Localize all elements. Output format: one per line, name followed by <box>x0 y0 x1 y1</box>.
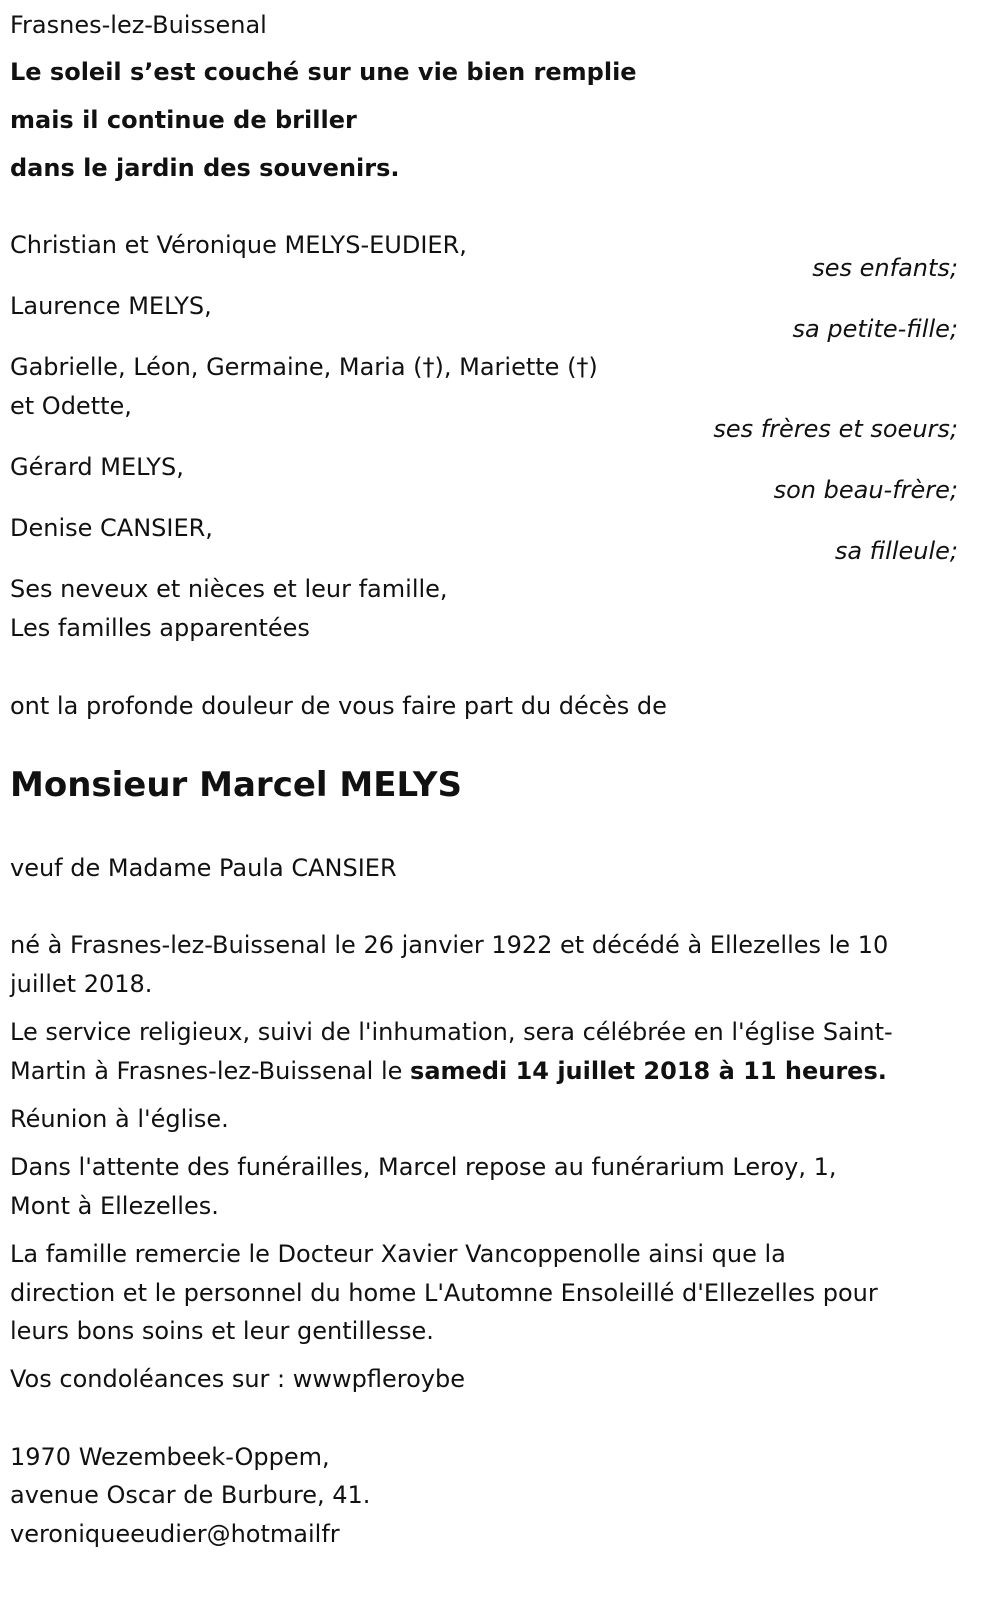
service-text: Martin à Frasnes-lez-Buissenal le <box>10 1057 411 1085</box>
thanks: leurs bons soins et leur gentillesse. <box>10 1317 434 1345</box>
birth-death: né à Frasnes-lez-Buissenal le 26 janvier 1922 et décédé à Ellezelles le 10 <box>10 931 889 959</box>
condolences: Vos condoléances sur : wwwpfleroybe <box>10 1365 465 1393</box>
family-name: Christian et Véronique MELYS-EUDIER, <box>10 231 467 259</box>
family-relation: sa filleule; <box>834 537 958 565</box>
funerarium: Mont à Ellezelles. <box>10 1192 219 1220</box>
address: 1970 Wezembeek-Oppem, <box>10 1443 330 1471</box>
poem-line: mais il continue de briller <box>10 106 357 134</box>
poem-line: dans le jardin des souvenirs. <box>10 154 400 182</box>
family-relation: ses enfants; <box>812 254 958 282</box>
family-name: Denise CANSIER, <box>10 514 213 542</box>
widower: veuf de Madame Paula CANSIER <box>10 854 397 882</box>
deceased-name: Monsieur Marcel MELYS <box>10 765 462 805</box>
family-name: Les familles apparentées <box>10 614 310 642</box>
thanks: La famille remercie le Docteur Xavier Vancoppenolle ainsi que la <box>10 1240 786 1268</box>
announcement: ont la profonde douleur de vous faire part du décès de <box>10 692 667 720</box>
family-name: Laurence MELYS, <box>10 292 212 320</box>
meeting: Réunion à l'église. <box>10 1105 229 1133</box>
thanks: direction et le personnel du home L'Automne Ensoleillé d'Ellezelles pour <box>10 1279 878 1307</box>
service: Le service religieux, suivi de l'inhumation, sera célébrée en l'église Saint- <box>10 1018 893 1046</box>
family-relation: son beau-frère; <box>773 476 958 504</box>
poem-line: Le soleil s’est couché sur une vie bien remplie <box>10 58 637 86</box>
birth-death: juillet 2018. <box>10 970 153 998</box>
funerarium: Dans l'attente des funérailles, Marcel repose au funérarium Leroy, 1, <box>10 1153 837 1181</box>
family-name: Ses neveux et nièces et leur famille, <box>10 575 448 603</box>
family-name: et Odette, <box>10 392 132 420</box>
family-relation: sa petite-fille; <box>792 315 958 343</box>
family-name: Gabrielle, Léon, Germaine, Maria (†), Mariette (†) <box>10 353 598 381</box>
family-name: Gérard MELYS, <box>10 453 184 481</box>
location: Frasnes-lez-Buissenal <box>10 11 267 39</box>
family-relation: ses frères et soeurs; <box>713 415 958 443</box>
service-date: samedi 14 juillet 2018 à 11 heures. <box>410 1057 887 1085</box>
email: veroniqueeudier@hotmailfr <box>10 1520 340 1548</box>
address: avenue Oscar de Burbure, 41. <box>10 1481 371 1509</box>
service <box>10 1051 887 1091</box>
